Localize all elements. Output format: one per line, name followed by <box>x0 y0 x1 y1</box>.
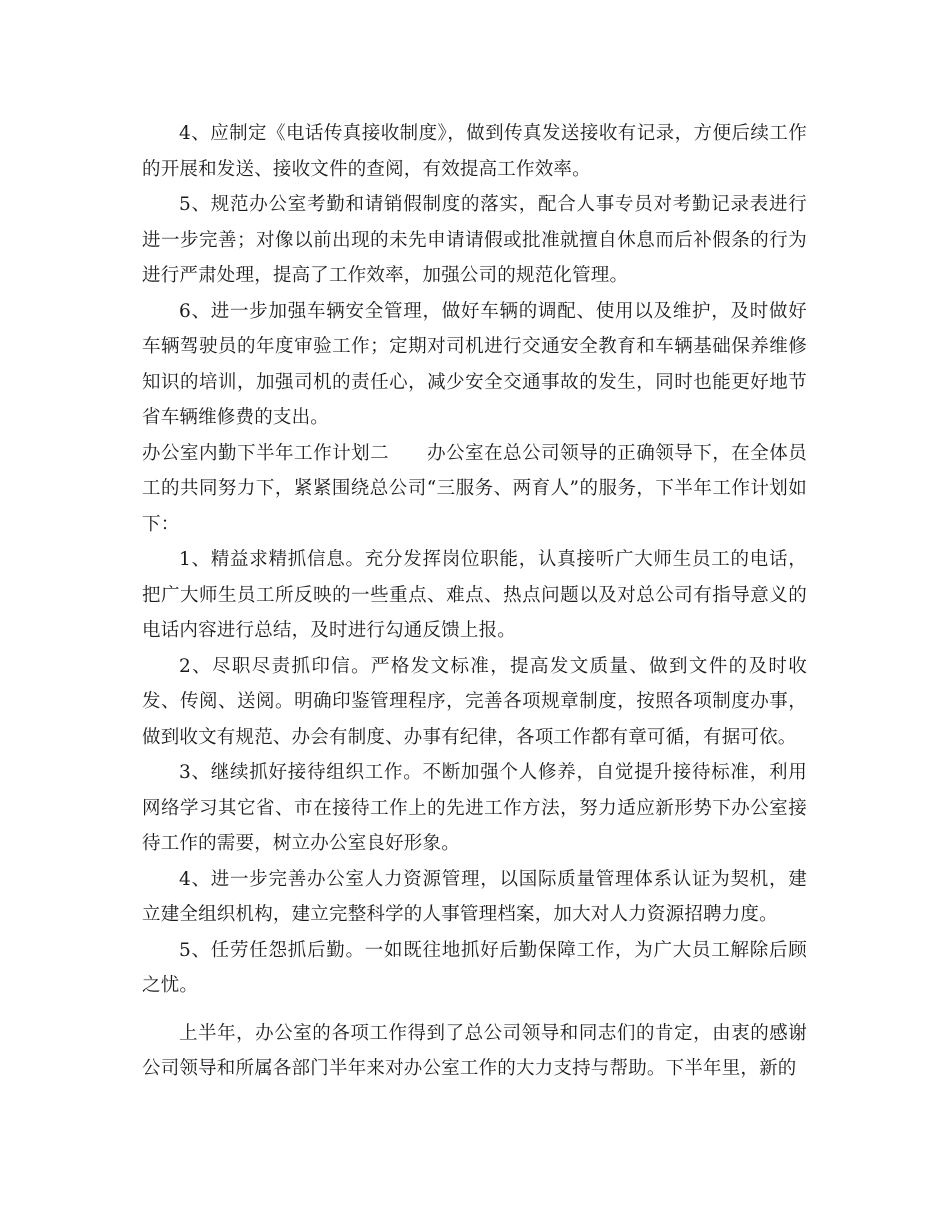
paragraph-summary: 上半年，办公室的各项工作得到了总公司领导和同志们的肯定，由衷的感谢公司领导和所属各部门半年来对办公室工作的大力支持与帮助。下半年里，新的 <box>142 1022 807 1079</box>
section-heading-plan-two: 办公室内勤下半年工作计划二 办公室在总公司领导的正确领导下，在全体员工的共同努力下，紧紧围绕总公司“三服务、两育人”的服务，下半年工作计划如下： <box>142 442 807 535</box>
document-body <box>142 116 807 1087</box>
paragraph-item-6-vehicles: 6、进一步加强车辆安全管理，做好车辆的调配、使用以及维护，及时做好车辆驾驶员的年度审验工作；定期对司机进行交通安全教育和车辆基础保养维修知识的培训，加强司机的责任心，减少安全交通事故的发生，同时也能更好地节省车辆维修费的支出。 <box>142 300 807 428</box>
paragraph-plan-item-1: 1、精益求精抓信息。充分发挥岗位职能，认真接听广大师生员工的电话，把广大师生员工所反映的一些重点、难点、热点问题以及对总公司有指导意义的电话内容进行总结，及时进行勾通反馈上报。 <box>142 549 807 641</box>
paragraph-item-5-attendance: 5、规范办公室考勤和请销假制度的落实，配合人事专员对考勤记录表进行进一步完善；对像以前出现的未先申请请假或批准就擅自休息而后补假条的行为进行严肃处理，提高了工作效率，加强公司的规范化管理。 <box>142 194 807 286</box>
paragraph-item-4-fax: 4、应制定《电话传真接收制度》，做到传真发送接收有记录，方便后续工作的开展和发送、接收文件的查阅，有效提高工作效率。 <box>142 123 807 180</box>
paragraph-plan-item-3: 3、继续抓好接待组织工作。不断加强个人修养，自觉提升接待标准，利用网络学习其它省、市在接待工作上的先进工作方法，努力适应新形势下办公室接待工作的需要，树立办公室良好形象。 <box>142 762 807 854</box>
paragraph-plan-item-2: 2、尽职尽责抓印信。严格发文标准，提高发文质量、做到文件的及时收发、传阅、送阅。明确印鉴管理程序，完善各项规章制度，按照各项制度办事，做到收文有规范、办会有制度、办事有纪律，各项工作都有章可循，有据可依。 <box>142 655 807 748</box>
paragraph-plan-item-4: 4、进一步完善办公室人力资源管理，以国际质量管理体系认证为契机，建立建全组织机构，建立完整科学的人事管理档案，加大对人力资源招聘力度。 <box>142 868 807 925</box>
paragraph-plan-item-5: 5、任劳任怨抓后勤。一如既往地抓好后勤保障工作，为广大员工解除后顾之忧。 <box>142 939 807 996</box>
